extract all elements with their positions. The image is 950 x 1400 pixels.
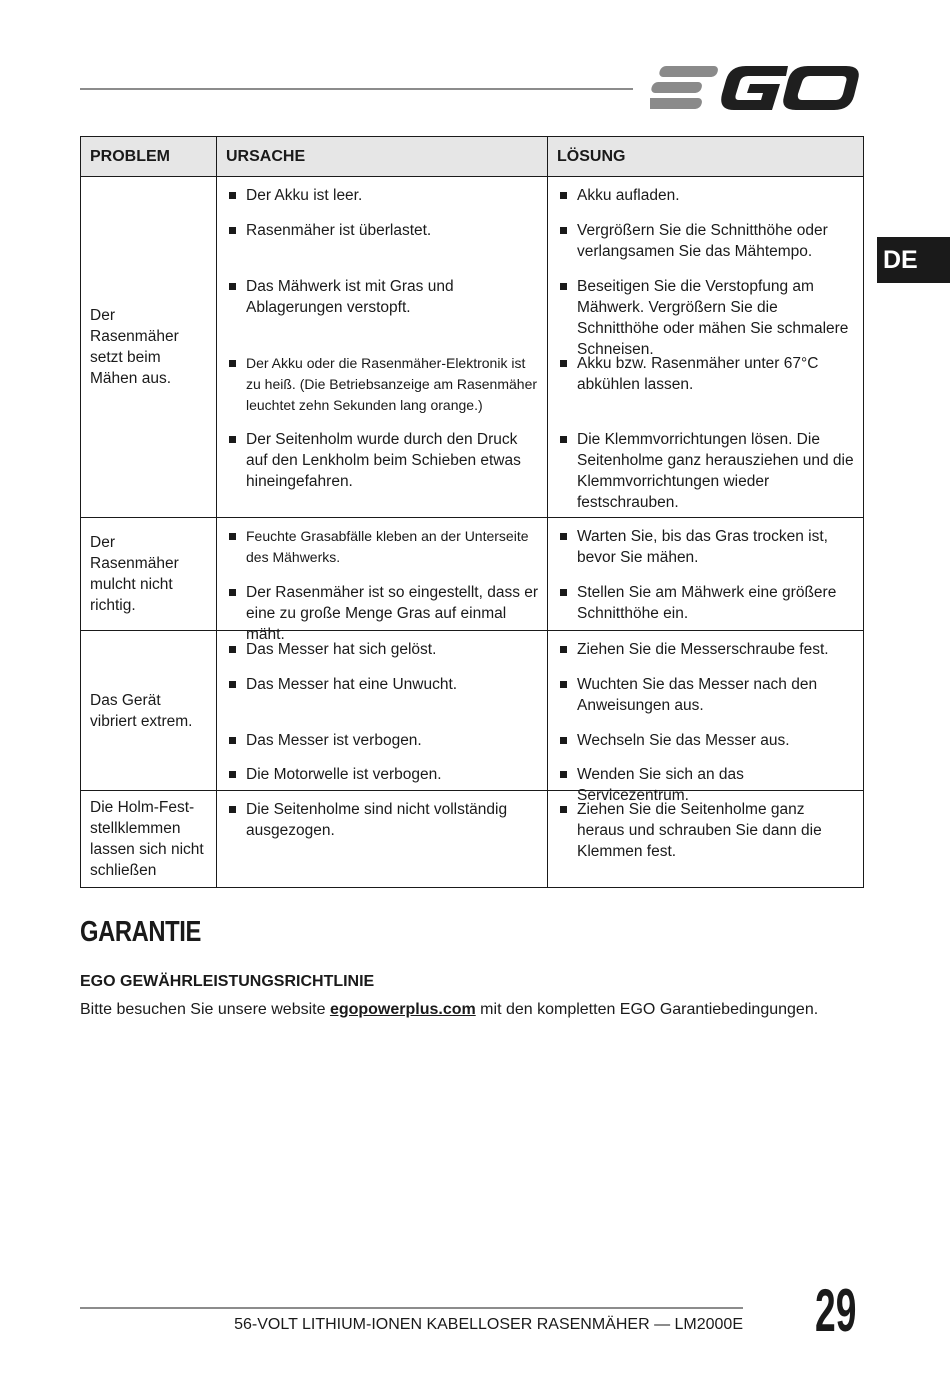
bullet-icon (229, 227, 236, 234)
language-tab: DE (877, 237, 950, 283)
column-header-solution: LÖSUNG (548, 137, 864, 177)
footer-text: 56-VOLT LITHIUM-IONEN KABELLOSER RASENMÄHER — LM2000E (234, 1316, 743, 1333)
header-rule (80, 88, 633, 90)
list-item: Akku aufladen. (557, 185, 855, 220)
cause-cell (217, 631, 548, 791)
bullet-icon (229, 436, 236, 443)
list-item: Wenden Sie sich an das Servicezentrum. (557, 764, 855, 786)
problem-cell: Der Rasenmäher mulcht nicht richtig. (81, 518, 217, 631)
bullet-icon (560, 436, 567, 443)
bullet-icon (229, 771, 236, 778)
ego-logo (650, 62, 862, 114)
solution-cell (548, 177, 864, 518)
troubleshooting-table (80, 136, 864, 888)
section-title-warranty: GARANTIE (80, 916, 201, 948)
bullet-icon (560, 806, 567, 813)
bullet-icon (560, 646, 567, 653)
bullet-icon (560, 681, 567, 688)
cause-cell (217, 518, 548, 643)
table-row (81, 518, 864, 631)
bullet-icon (229, 533, 236, 540)
list-item: Der Seitenholm wurde durch den Druck auf den Lenkholm beim Schieben etwas hineingefahren. (226, 429, 539, 513)
footer-rule (80, 1307, 743, 1309)
bullet-icon (229, 681, 236, 688)
list-item: Die Seitenholme sind nicht vollständig ausgezogen. (226, 799, 539, 883)
bullet-icon (229, 283, 236, 290)
list-item: Beseitigen Sie die Verstopfung am Mähwerk. Vergrößern Sie die Schnitthöhe oder mähen Sie schmalere Schneisen. (557, 276, 855, 353)
table-row (81, 791, 864, 888)
problem-cell: Die Holm-Fest-stellklemmen lassen sich nicht schließen (81, 791, 217, 888)
bullet-icon (560, 589, 567, 596)
bullet-icon (560, 771, 567, 778)
list-item: Der Rasenmäher ist so eingestellt, dass er eine zu große Menge Gras auf einmal mäht. (226, 582, 539, 626)
bullet-icon (229, 806, 236, 813)
list-item: Wechseln Sie das Messer aus. (557, 730, 855, 764)
warranty-subtitle: EGO GEWÄHRLEISTUNGSRICHTLINIE (80, 973, 375, 990)
warranty-text-after: mit den kompletten EGO Garantiebedingungen. (475, 1001, 819, 1018)
list-item: Ziehen Sie die Seitenholme ganz heraus und schrauben Sie dann die Klemmen fest. (557, 799, 855, 883)
bullet-icon (560, 533, 567, 540)
list-item: Der Akku ist leer. (226, 185, 539, 220)
bullet-icon (229, 646, 236, 653)
solution-cell (548, 631, 864, 804)
column-header-cause: URSACHE (217, 137, 548, 177)
list-item: Feuchte Grasabfälle kleben an der Unterseite des Mähwerks. (226, 526, 539, 582)
list-item: Das Messer hat eine Unwucht. (226, 674, 539, 730)
list-item: Rasenmäher ist überlastet. (226, 220, 539, 276)
solution-cell (548, 518, 864, 631)
list-item: Die Klemmvorrichtungen lösen. Die Seitenholme ganz herausziehen und die Klemmvorrichtungen wieder festschrauben. (557, 429, 855, 513)
table-header-row (81, 137, 864, 177)
bullet-icon (560, 192, 567, 199)
bullet-icon (560, 283, 567, 290)
warranty-text-before: Bitte besuchen Sie unsere website (80, 1001, 330, 1018)
problem-cell: Das Gerät vibriert extrem. (81, 631, 217, 791)
page-number: 29 (815, 1277, 857, 1344)
list-item: Warten Sie, bis das Gras trocken ist, bevor Sie mähen. (557, 526, 855, 582)
solution-cell (548, 791, 864, 888)
bullet-icon (229, 589, 236, 596)
column-header-problem: PROBLEM (81, 137, 217, 177)
bullet-icon (560, 227, 567, 234)
bullet-icon (560, 360, 567, 367)
list-item: Ziehen Sie die Messerschraube fest. (557, 639, 855, 674)
problem-cell: Der Rasenmäher setzt beim Mähen aus. (81, 177, 217, 518)
list-item: Die Motorwelle ist verbogen. (226, 764, 539, 786)
list-item: Der Akku oder die Rasenmäher-Elektronik ist zu heiß. (Die Betriebsanzeige am Rasenmäher leuchtet zehn Sekunden lang orange.) (226, 353, 539, 429)
list-item: Wuchten Sie das Messer nach den Anweisungen aus. (557, 674, 855, 730)
bullet-icon (229, 192, 236, 199)
list-item: Akku bzw. Rasenmäher unter 67°C abkühlen lassen. (557, 353, 855, 429)
cause-cell (217, 791, 548, 888)
warranty-text (80, 1001, 818, 1019)
bullet-icon (229, 360, 236, 367)
list-item: Vergrößern Sie die Schnitthöhe oder verlangsamen Sie das Mähtempo. (557, 220, 855, 276)
table-row (81, 177, 864, 518)
warranty-link[interactable]: egopowerplus.com (329, 1001, 476, 1018)
bullet-icon (229, 737, 236, 744)
list-item: Das Mähwerk ist mit Gras und Ablagerungen verstopft. (226, 276, 539, 353)
list-item: Stellen Sie am Mähwerk eine größere Schnitthöhe ein. (557, 582, 855, 626)
table-row (81, 631, 864, 791)
list-item: Das Messer hat sich gelöst. (226, 639, 539, 674)
list-item: Das Messer ist verbogen. (226, 730, 539, 764)
cause-cell (217, 177, 548, 518)
bullet-icon (560, 737, 567, 744)
